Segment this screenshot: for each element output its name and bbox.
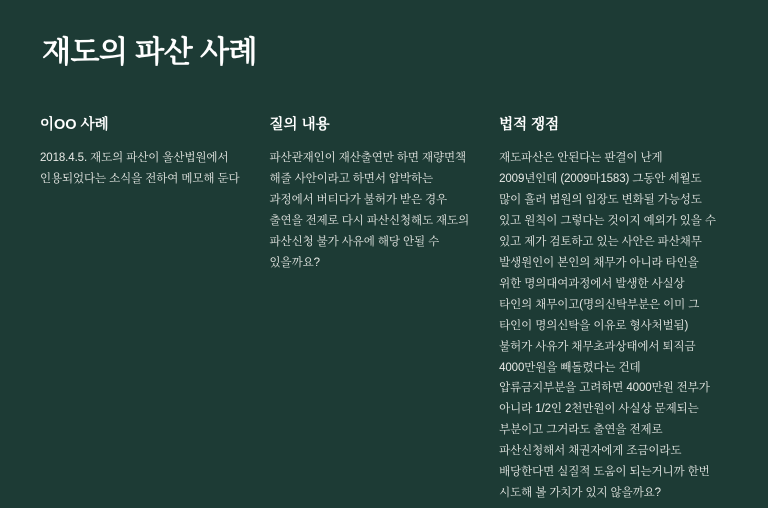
column-body-text: 2018.4.5. 재도의 파산이 울산법원에서 인용되었다는 소식을 전하여 메모해 둔다 xyxy=(40,152,240,186)
column-case-example xyxy=(40,116,270,505)
column-heading: 질의 내용 xyxy=(269,116,330,133)
column-body-text: 파산관재인이 재산출연만 하면 재량면책 해줄 사안이라고 하면서 압박하는 과정에서 버티다가 불허가 받은 경우 출연을 전제로 다시 파산신청해도 재도의 파산신청 불가 사유에 해당 안될 수 있을까요? xyxy=(269,152,470,269)
column-heading: 이OO 사례 xyxy=(40,116,109,133)
column-question-content xyxy=(270,116,500,505)
columns-container xyxy=(40,116,728,505)
column-heading: 법적 쟁점 xyxy=(499,116,560,133)
page-title: 재도의 파산 사례 xyxy=(42,36,258,69)
column-body-text: 재도파산은 안된다는 판결이 난게 2009년인데 (2009마1583) 그동안 세월도 많이 흘러 법원의 입장도 변화될 가능성도 있고 원칙이 그렇다는 것이지 예외가 있을 수 있고 제가 검토하고 있는 사안은 파산채무 발생원인이 본인의 채무가 아니라 타인을 위한 명의대여과정에서 발생한 사실상 타인의 채무이고(명의신탁부분은 이미 그 타인이 명의신탁을 이유로 형사처벌됨) 불허가 사유가 채무초과상태에서 퇴직금 4000만원을 빼돌렸다는 건데 압류금지부분을 고려하면 4000만원 전부가 아니라 1/2인 2천만원이 사실상 문제되는 부분이고 그거라도 출연을 전제로 파산신청해서 채권자에게 조금이라도 배당한다면 실질적 도움이 되는거니까 한번 시도해 볼 가치가 있지 않을까요? xyxy=(499,152,716,500)
column-legal-issue xyxy=(499,116,728,505)
